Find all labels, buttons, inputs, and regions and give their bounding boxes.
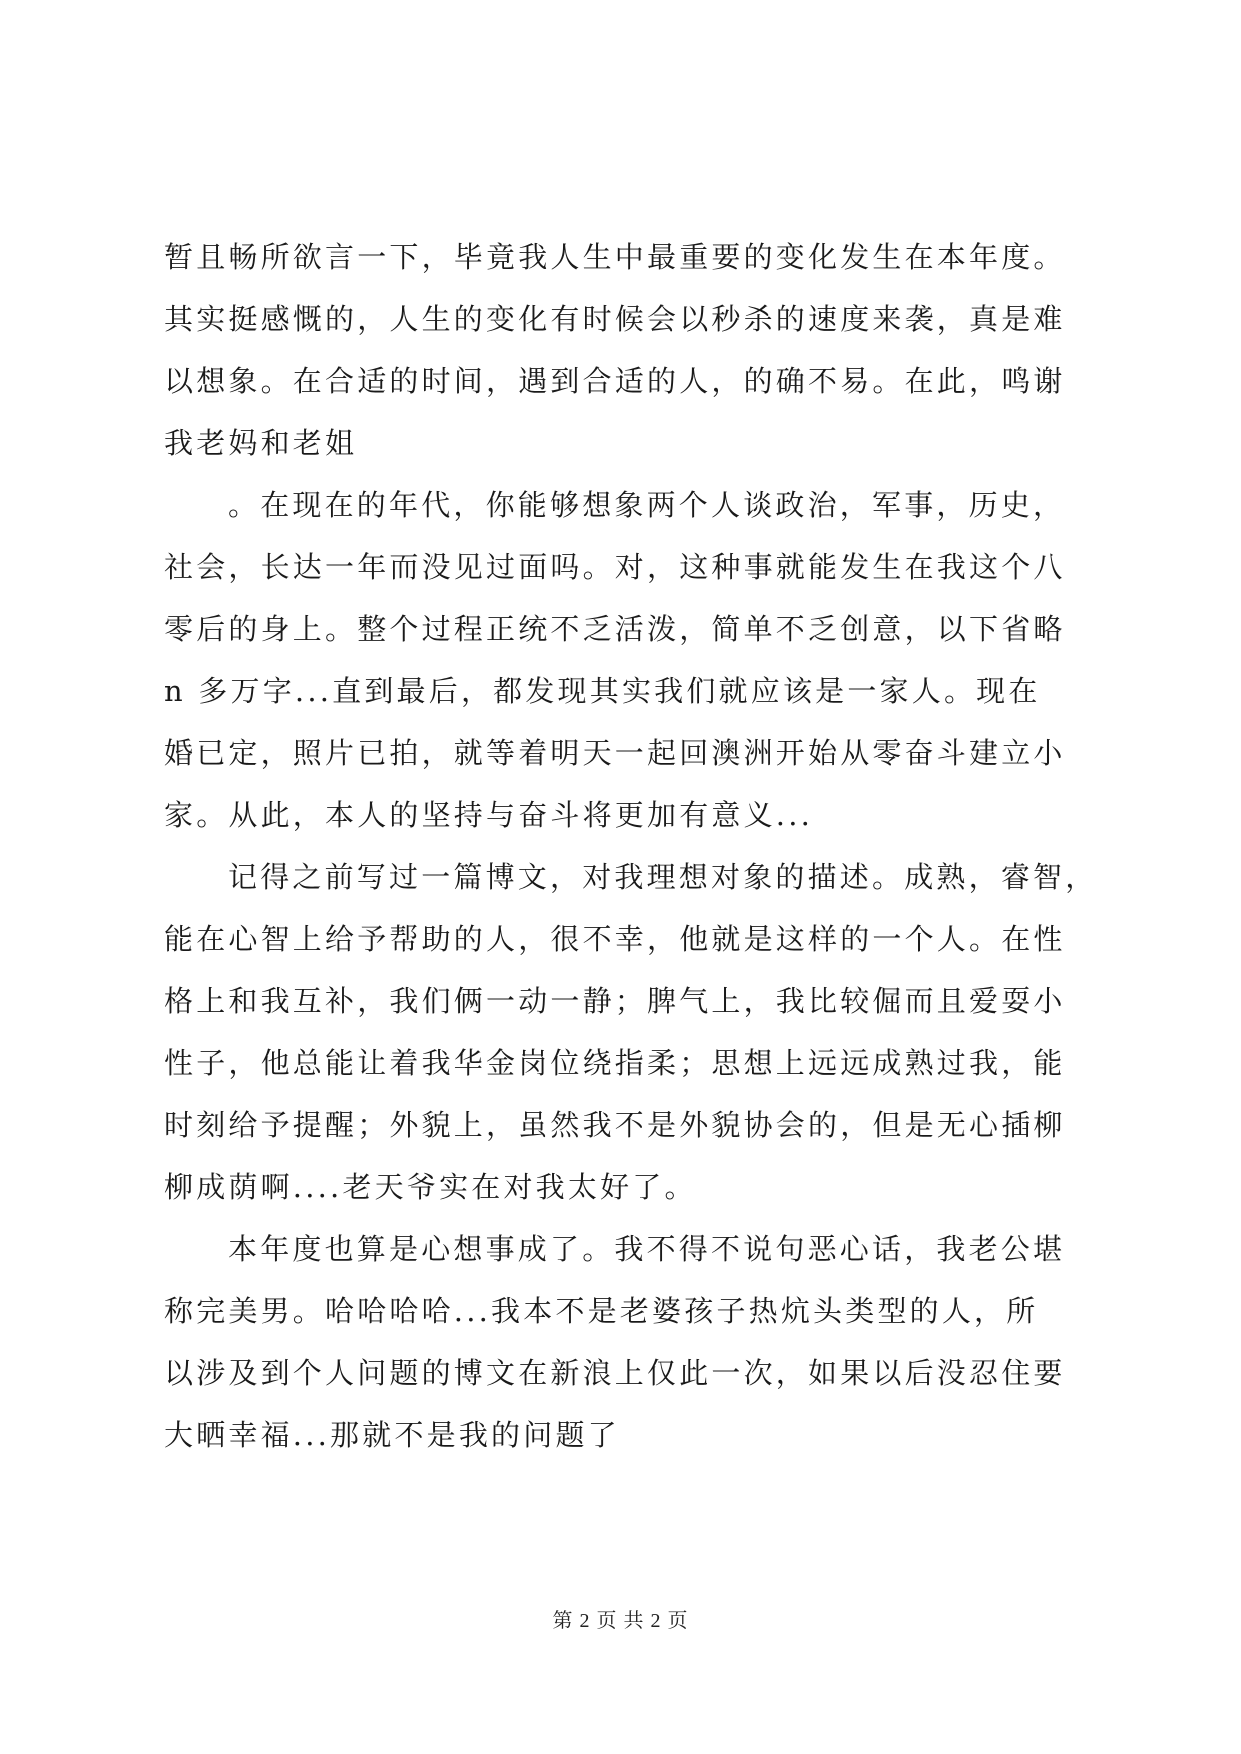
paragraph-2-line-5: 婚已定，照片已拍，就等着明天一起回澳洲开始从零奋斗建立小 (164, 736, 1066, 770)
paragraph-2-line-6: 家。从此，本人的坚持与奋斗将更加有意义... (164, 798, 814, 832)
paragraph-3-line-1: 记得之前写过一篇博文，对我理想对象的描述。成熟，睿智， (228, 860, 1098, 894)
paragraph-4-line-2: 称完美男。哈哈哈哈...我本不是老婆孩子热炕头类型的人，所 (164, 1294, 1039, 1328)
paragraph-1-line-1: 暂且畅所欲言一下，毕竟我人生中最重要的变化发生在本年度。 (164, 240, 1066, 274)
paragraph-4-line-4: 大晒幸福...那就不是我的问题了 (164, 1418, 620, 1452)
paragraph-3-line-4: 性子，他总能让着我华金岗位绕指柔；思想上远远成熟过我，能 (164, 1046, 1066, 1080)
paragraph-2-line-1: 。在现在的年代，你能够想象两个人谈政治，军事，历史， (228, 488, 1066, 522)
paragraph-2-line-2: 社会，长达一年而没见过面吗。对，这种事就能发生在我这个八 (164, 550, 1066, 584)
paragraph-3-line-6: 柳成荫啊....老天爷实在对我太好了。 (164, 1170, 697, 1204)
paragraph-2-line-3: 零后的身上。整个过程正统不乏活泼，简单不乏创意，以下省略 (164, 612, 1066, 646)
document-body (164, 226, 1098, 1466)
paragraph-3-line-3: 格上和我互补，我们俩一动一静；脾气上，我比较倔而且爱耍小 (164, 984, 1066, 1018)
paragraph-3-line-2: 能在心智上给予帮助的人，很不幸，他就是这样的一个人。在性 (164, 922, 1066, 956)
paragraph-1-line-3: 以想象。在合适的时间，遇到合适的人，的确不易。在此，鸣谢 (164, 364, 1066, 398)
paragraph-1-line-2: 其实挺感慨的，人生的变化有时候会以秒杀的速度来袭，真是难 (164, 302, 1066, 336)
paragraph-4-line-3: 以涉及到个人问题的博文在新浪上仅此一次，如果以后没忍住要 (164, 1356, 1066, 1390)
paragraph-2-line-4: n 多万字...直到最后，都发现其实我们就应该是一家人。现在 (164, 674, 1041, 708)
paragraph-1-line-4: 我老妈和老姐 (164, 426, 358, 460)
paragraph-4-line-1: 本年度也算是心想事成了。我不得不说句恶心话，我老公堪 (228, 1232, 1066, 1266)
paragraph-3-line-5: 时刻给予提醒；外貌上，虽然我不是外貌协会的，但是无心插柳 (164, 1108, 1066, 1142)
page-number-footer: 第 2 页 共 2 页 (552, 1610, 689, 1632)
